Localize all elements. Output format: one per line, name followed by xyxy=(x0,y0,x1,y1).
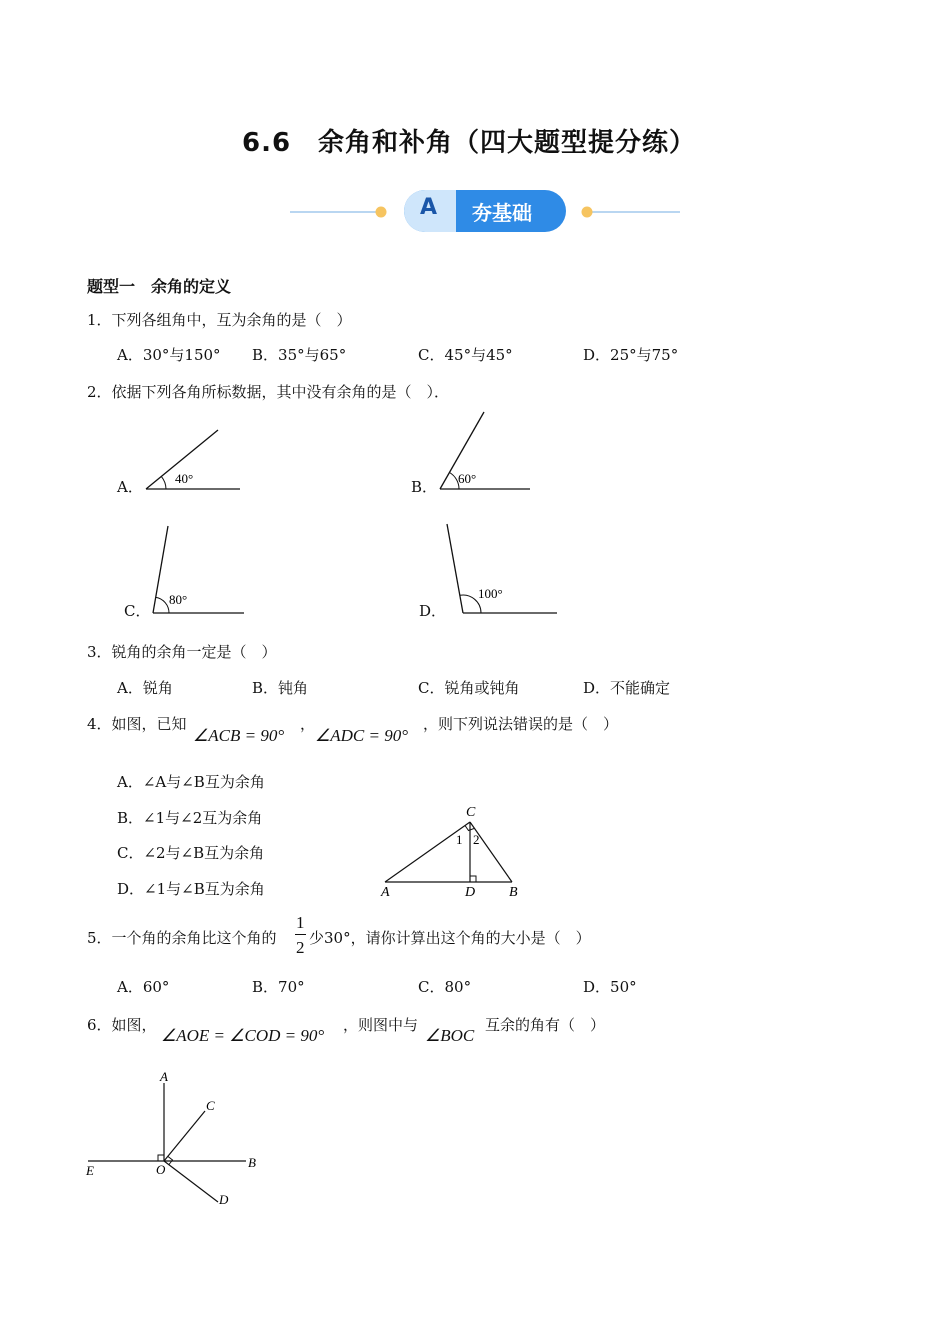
q1-option-c: C．45°与45° xyxy=(418,346,513,364)
q4-angle-1: 1 xyxy=(456,832,463,847)
q1-option-b: B．35°与65° xyxy=(252,346,347,364)
q5-stem-end: 少30°，请你计算出这个角的大小是（ ） xyxy=(309,929,591,947)
q4-point-b: B xyxy=(509,885,518,900)
q4-math-adc: ∠ADC = 90° xyxy=(315,726,409,745)
banner-letter: A xyxy=(420,195,438,220)
q4-option-d: D．∠1与∠B互为余角 xyxy=(117,880,265,898)
question-3: 3．锐角的余角一定是（ ） xyxy=(87,643,277,661)
q5-option-d: D．50° xyxy=(583,978,637,996)
q6-point-e: E xyxy=(86,1163,94,1178)
section-banner xyxy=(290,186,680,234)
q4-separator: ， xyxy=(300,715,316,733)
q5-option-a: A．60° xyxy=(117,978,170,996)
q4-math-acb: ∠ACB = 90° xyxy=(193,726,285,745)
q1-option-a: A．30°与150° xyxy=(117,346,221,364)
question-5-stem: 5．一个角的余角比这个角的 xyxy=(87,929,277,947)
q2-figure-b xyxy=(434,408,544,496)
q4-option-a: A．∠A与∠B互为余角 xyxy=(117,773,265,791)
q4-stem-end: ，则下列说法错误的是（ ） xyxy=(423,715,619,733)
question-4-stem: 4．如图，已知 xyxy=(87,715,187,733)
q6-angle-figure xyxy=(80,1065,270,1213)
q6-point-o: O xyxy=(156,1162,166,1177)
q4-option-b: B．∠1与∠2互为余角 xyxy=(117,809,263,827)
q3-option-a: A．锐角 xyxy=(117,679,173,697)
q2-figure-c xyxy=(148,522,253,618)
q2-label-a: A． xyxy=(117,478,143,496)
q4-angle-2: 2 xyxy=(473,832,480,847)
page-title: 6.6 余角和补角（四大题型提分练） xyxy=(242,128,697,158)
q2-figure-d xyxy=(443,520,565,618)
q3-option-d: D．不能确定 xyxy=(583,679,671,697)
q6-point-b: B xyxy=(248,1155,256,1170)
q4-point-d: D xyxy=(465,885,476,900)
q2-angle-c: 80° xyxy=(169,592,188,607)
question-1: 1．下列各组角中，互为余角的是（ ） xyxy=(87,311,352,329)
q6-math-boc: ∠BOC xyxy=(425,1026,475,1045)
section-heading: 题型一 余角的定义 xyxy=(87,277,232,296)
q2-angle-b: 60° xyxy=(458,471,477,486)
q5-option-b: B．70° xyxy=(252,978,305,996)
q4-point-c: C xyxy=(466,805,476,820)
q2-figure-a xyxy=(140,425,250,495)
q5-fraction-denominator: 2 xyxy=(296,938,305,957)
q4-point-a: A xyxy=(381,885,390,900)
q5-fraction-numerator: 1 xyxy=(296,913,305,932)
q4-triangle-figure xyxy=(370,800,530,902)
q6-point-d: D xyxy=(219,1192,229,1207)
q6-point-a: A xyxy=(160,1069,168,1084)
q6-math-aoe-cod: ∠AOE = ∠COD = 90° xyxy=(161,1026,325,1045)
q5-fraction-bar xyxy=(295,934,306,935)
q2-label-b: B． xyxy=(411,478,438,496)
q2-label-c: C． xyxy=(124,602,151,620)
q3-option-b: B．钝角 xyxy=(252,679,309,697)
q2-label-d: D． xyxy=(419,602,447,620)
q6-stem-mid: ，则图中与 xyxy=(343,1016,419,1034)
question-2: 2．依据下列各角所标数据，其中没有余角的是（ ）． xyxy=(87,383,450,401)
q6-point-c: C xyxy=(206,1098,215,1113)
question-6-stem: 6．如图， xyxy=(87,1016,157,1034)
q3-option-c: C．锐角或钝角 xyxy=(418,679,520,697)
q5-option-c: C．80° xyxy=(418,978,472,996)
q2-angle-a: 40° xyxy=(175,471,194,486)
q6-stem-end: 互余的角有（ ） xyxy=(485,1016,606,1034)
banner-text: 夯基础 xyxy=(472,201,532,225)
q4-option-c: C．∠2与∠B互为余角 xyxy=(117,844,265,862)
q2-angle-d: 100° xyxy=(478,586,503,601)
q1-option-d: D．25°与75° xyxy=(583,346,679,364)
